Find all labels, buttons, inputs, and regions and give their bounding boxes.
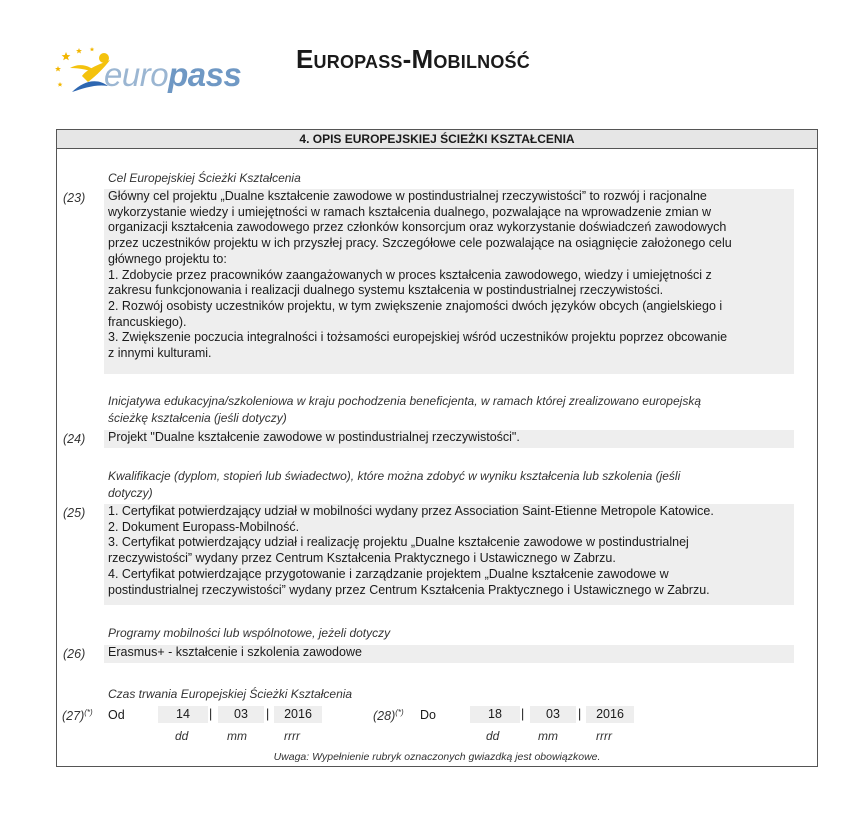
field-25-line: 2. Dokument Europass-Mobilność. [108,519,300,534]
field-23-line: wykorzystanie wiedzy i umiejętności w ramach kształcenia dualnego, pozwalające na wprowadzenie zmian w [108,204,712,219]
from-dd-caption: dd [175,729,189,743]
field-27-number: (27)(*) [62,708,93,724]
field-26-label: Programy mobilności lub wspólnotowe, jeżeli dotyczy [108,626,391,640]
field-23-line: zakresu funkcjonowania i realizacji dualnego systemu kształcenia w postindustrialnej rzeczywistości. [108,283,664,298]
field-25-line: postindustrialnej rzeczywistości” wydany przez Centrum Kształcenia Praktycznego i Ustawicznego w Zabrzu. [108,582,710,597]
to-month-field[interactable]: 03 [530,706,576,723]
field-25-line: rzeczywistości” wydany przez Centrum Kształcenia Praktycznego i Ustawicznego w Zabrzu. [108,551,616,566]
field-25-label-line2: dotyczy) [108,486,153,500]
logo-text-bold: pass [168,56,242,93]
europass-wordmark [104,56,241,94]
document-title: Europass-Mobilność [296,44,530,74]
field-24-number: (24) [63,432,86,446]
date-separator: | [266,707,270,721]
to-yyyy-caption: rrrr [596,729,612,743]
from-yyyy-caption: rrrr [284,729,300,743]
field-25-line: 3. Certyfikat potwierdzający udział i realizację projektu „Dualne kształcenie zawodowe w postindustrialnej [108,535,689,550]
to-word: Do [420,708,436,722]
field-25-line: 4. Certyfikat potwierdzające przygotowanie i zarządzanie projektem „Dualne kształcenie zawodowe w [108,566,669,581]
field-25-label-line1: Kwalifikacje (dyplom, stopień lub świadectwo), które można zdobyć w wyniku kształcenia lub szkolenia (jeśli [108,469,681,483]
to-mm-caption: mm [538,729,558,743]
from-day-field[interactable]: 14 [158,706,208,723]
field-23-line: francuskiego). [108,314,187,329]
date-separator: | [578,707,582,721]
date-separator: | [521,707,525,721]
field-23-line: 3. Zwiększenie poczucia integralności i tożsamości europejskiej wśród uczestników projektu poprzez obcowanie [108,330,728,345]
field-23-line: 1. Zdobycie przez pracowników zaangażowanych w proces kształcenia zawodowego, wiedzy i umiejętności z [108,267,712,282]
field-24-label-line1: Inicjatywa edukacyjna/szkoleniowa w kraju pochodzenia beneficjenta, w ramach której zrealizowano europejską [108,394,701,408]
field-26-number: (26) [63,647,86,661]
field-23-number: (23) [63,191,86,205]
field-23-line: Główny cel projektu „Dualne kształcenie zawodowe w postindustrialnej rzeczywistości” to rozwój i racjonalne [108,189,707,203]
field-25-line: 1. Certyfikat potwierdzający udział w mobilności wydany przez Association Saint-Etienne Metropole Katowice. [108,504,714,518]
field-23-value [104,189,794,374]
field-23-line: głównego projektu to: [108,251,227,266]
duration-label: Czas trwania Europejskiej Ścieżki Kształcenia [108,687,353,701]
field-24-value [104,430,794,448]
field-25-number: (25) [63,506,86,520]
field-23-label: Cel Europejskiej Ścieżki Kształcenia [108,171,301,185]
date-separator: | [209,707,213,721]
field-25-value [104,504,794,605]
field-23-line: 2. Rozwój osobisty uczestników projektu, w tym zwiększenie znajomości dwóch języków obcych (angielskiego i [108,298,723,313]
required-mark: (*) [84,708,93,717]
field-24-text: Projekt "Dualne kształcenie zawodowe w postindustrialnej rzeczywistości". [108,430,520,444]
field-24-label-line2: ścieżkę kształcenia (jeśli dotyczy) [108,411,287,425]
field-28-number: (28)(*) [373,708,404,724]
field-23-line: przez uczestników projektu w ich przyszłej pracy. Szczegółowe cele pozwalające na osiągnięcie założonego celu [108,236,732,251]
to-year-field[interactable]: 2016 [586,706,634,723]
to-day-field[interactable]: 18 [470,706,520,723]
required-mark: (*) [395,708,404,717]
from-year-field[interactable]: 2016 [274,706,322,723]
field-26-text: Erasmus+ - kształcenie i szkolenia zawodowe [108,645,362,659]
footer-note: Uwaga: Wypełnienie rubryk oznaczonych gwiazdką jest obowiązkowe. [273,751,601,763]
field-26-value [104,645,794,663]
field-23-line: z innymi kulturami. [108,346,212,361]
from-month-field[interactable]: 03 [218,706,264,723]
logo-text-light: euro [104,56,169,93]
to-dd-caption: dd [486,729,500,743]
from-mm-caption: mm [227,729,247,743]
from-word: Od [108,708,125,722]
field-23-line: organizacji kształcenia zawodowego przez członków konsorcjum oraz wykorzystanie doświadczeń zawodowych [108,220,727,235]
section-header: 4. OPIS EUROPEJSKIEJ ŚCIEŻKI KSZTAŁCENIA [56,129,818,149]
